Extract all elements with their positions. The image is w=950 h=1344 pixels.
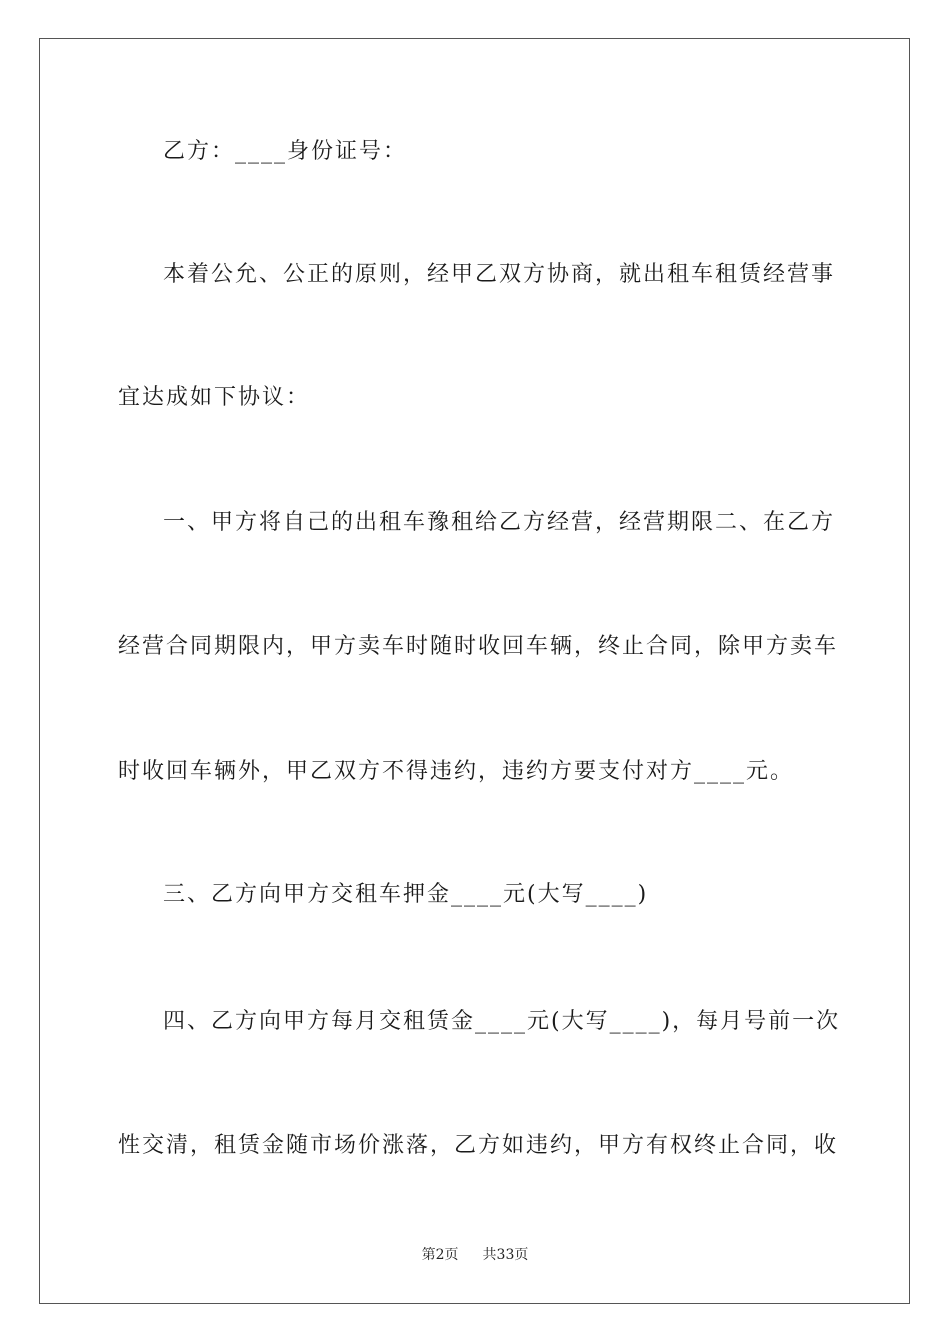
text-line-5: 经营合同期限内，甲方卖车时随时收回车辆，终止合同，除甲方卖车 bbox=[118, 634, 839, 659]
page-total: 共33页 bbox=[482, 1247, 529, 1263]
page-footer bbox=[0, 1245, 950, 1265]
text-line-7: 三、乙方向甲方交租车押金____元(大写____) bbox=[163, 882, 649, 907]
text-line-3: 宜达成如下协议： bbox=[118, 385, 311, 410]
text-line-1: 乙方：____身份证号： bbox=[163, 139, 408, 164]
page-number: 第2页 bbox=[421, 1247, 459, 1263]
text-line-4: 一、甲方将自己的出租车豫租给乙方经营，经营期限二、在乙方 bbox=[163, 510, 836, 535]
text-line-6: 时收回车辆外，甲乙双方不得违约，违约方要支付对方____元。 bbox=[118, 759, 795, 784]
text-line-8: 四、乙方向甲方每月交租赁金____元(大写____)，每月号前一次 bbox=[163, 1009, 841, 1034]
text-line-2: 本着公允、公正的原则，经甲乙双方协商，就出租车租赁经营事 bbox=[163, 262, 836, 287]
text-line-9: 性交清，租赁金随市场价涨落，乙方如违约，甲方有权终止合同，收 bbox=[118, 1133, 839, 1158]
page-frame bbox=[39, 38, 910, 1304]
